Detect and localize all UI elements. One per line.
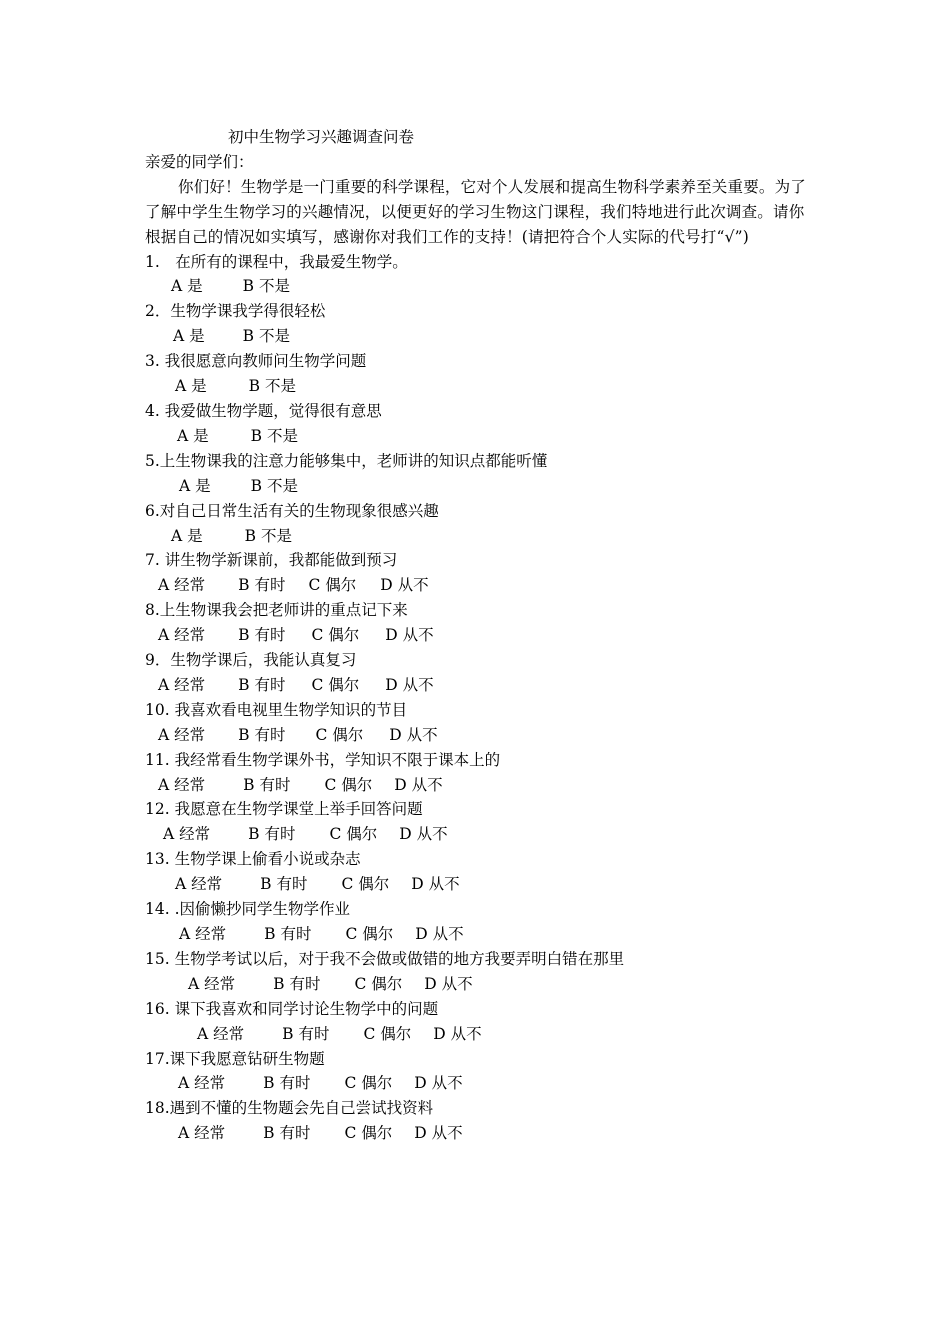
answer-option[interactable]: D 从不 bbox=[415, 925, 464, 943]
answer-option[interactable]: C 偶尔 bbox=[341, 875, 390, 894]
answer-option[interactable]: B 有时 bbox=[238, 626, 286, 645]
option-row bbox=[145, 822, 815, 847]
answer-option[interactable]: D 从不 bbox=[411, 875, 460, 894]
question-text: 17.课下我愿意钻研生物题 bbox=[145, 1049, 325, 1068]
question-text: 8.上生物课我会把老师讲的重点记下来 bbox=[145, 601, 408, 620]
option-row bbox=[145, 374, 815, 399]
answer-option[interactable]: D 从不 bbox=[389, 725, 438, 744]
question-text: 2．生物学课我学得很轻松 bbox=[145, 302, 326, 321]
answer-option[interactable]: C 偶尔 bbox=[329, 825, 378, 844]
answer-option[interactable]: D 从不 bbox=[394, 775, 443, 794]
question-text: 16. 课下我喜欢和同学讨论生物学中的问题 bbox=[145, 999, 439, 1018]
option-row bbox=[145, 274, 815, 299]
page-title: 初中生物学习兴趣调查问卷 bbox=[228, 128, 415, 146]
option-row bbox=[145, 573, 815, 598]
answer-option[interactable]: A 是 bbox=[171, 526, 203, 545]
option-row bbox=[145, 474, 815, 499]
question-text: 15. 生物学考试以后，对于我不会做或做错的地方我要弄明白错在那里 bbox=[145, 949, 625, 968]
answer-option[interactable]: B 不是 bbox=[248, 377, 296, 396]
answer-option[interactable]: C 偶尔 bbox=[363, 1024, 412, 1043]
answer-option[interactable]: A 是 bbox=[173, 327, 205, 346]
answer-option[interactable]: C 偶尔 bbox=[324, 775, 373, 794]
answer-option[interactable]: D 从不 bbox=[385, 626, 434, 645]
question-text: 3. 我很愿意向教师问生物学问题 bbox=[145, 352, 367, 371]
option-row bbox=[145, 623, 815, 648]
answer-option[interactable]: D 从不 bbox=[399, 825, 448, 844]
option-row bbox=[145, 324, 815, 349]
answer-option[interactable]: A 经常 bbox=[178, 1074, 226, 1093]
answer-option[interactable]: B 有时 bbox=[248, 825, 296, 844]
option-row bbox=[145, 1071, 815, 1096]
answer-option[interactable]: B 不是 bbox=[244, 526, 292, 545]
answer-option[interactable]: A 经常 bbox=[163, 825, 211, 844]
answer-option[interactable]: A 经常 bbox=[197, 1024, 245, 1043]
answer-option[interactable]: B 有时 bbox=[243, 775, 291, 794]
answer-option[interactable]: A 是 bbox=[175, 377, 207, 396]
option-row bbox=[145, 673, 815, 698]
answer-option[interactable]: C 偶尔 bbox=[344, 1074, 393, 1093]
answer-option[interactable]: B 不是 bbox=[250, 426, 298, 445]
answer-option[interactable]: C 偶尔 bbox=[315, 725, 364, 744]
answer-option[interactable]: B 有时 bbox=[238, 725, 286, 744]
answer-option[interactable]: B 不是 bbox=[250, 476, 298, 495]
question-text: 6.对自己日常生活有关的生物现象很感兴趣 bbox=[145, 501, 439, 520]
question-text: 1. 在所有的课程中，我最爱生物学。 bbox=[145, 252, 408, 271]
answer-option[interactable]: B 有时 bbox=[260, 875, 308, 894]
answer-option[interactable]: C 偶尔 bbox=[354, 974, 403, 993]
answer-option[interactable]: D 从不 bbox=[424, 974, 473, 993]
question-text: 13. 生物学课上偷看小说或杂志 bbox=[145, 850, 361, 869]
answer-option[interactable]: B 有时 bbox=[238, 675, 286, 694]
option-row bbox=[145, 773, 815, 798]
answer-option[interactable]: B 有时 bbox=[238, 576, 286, 595]
answer-option[interactable]: A 经常 bbox=[188, 974, 236, 993]
question-text: 12. 我愿意在生物学课堂上举手回答问题 bbox=[145, 800, 423, 819]
answer-option[interactable]: C 偶尔 bbox=[308, 576, 357, 595]
answer-option[interactable]: D 从不 bbox=[414, 1124, 463, 1143]
answer-option[interactable]: A 是 bbox=[177, 426, 209, 445]
answer-option[interactable]: A 经常 bbox=[158, 725, 206, 744]
answer-option[interactable]: A 经常 bbox=[158, 626, 206, 645]
answer-option[interactable]: C 偶尔 bbox=[344, 1124, 393, 1143]
answer-option[interactable]: C 偶尔 bbox=[311, 675, 360, 694]
option-row bbox=[145, 723, 815, 748]
answer-option[interactable]: A 经常 bbox=[179, 925, 227, 943]
question-text: 9．生物学课后，我能认真复习 bbox=[145, 651, 357, 670]
answer-option[interactable]: A 经常 bbox=[158, 675, 206, 694]
answer-option[interactable]: D 从不 bbox=[385, 675, 434, 694]
greeting: 亲爱的同学们： bbox=[145, 152, 254, 171]
answer-option[interactable]: A 是 bbox=[179, 476, 211, 495]
answer-option[interactable]: B 有时 bbox=[273, 974, 321, 993]
option-row bbox=[145, 872, 815, 897]
answer-option[interactable]: A 经常 bbox=[178, 1124, 226, 1143]
answer-option[interactable]: B 有时 bbox=[263, 1124, 311, 1143]
answer-option[interactable]: A 是 bbox=[171, 277, 203, 296]
option-row bbox=[145, 972, 815, 997]
answer-option[interactable]: A 经常 bbox=[158, 576, 206, 595]
answer-option[interactable]: B 有时 bbox=[263, 1074, 311, 1093]
answer-option[interactable]: D 从不 bbox=[433, 1024, 482, 1043]
document-page bbox=[145, 125, 815, 1146]
option-row bbox=[145, 922, 815, 947]
answer-option[interactable]: C 偶尔 bbox=[311, 626, 360, 645]
option-row bbox=[145, 1022, 815, 1047]
answer-option[interactable]: A 经常 bbox=[158, 775, 206, 794]
option-row bbox=[145, 424, 815, 449]
intro-paragraph: 你们好！生物学是一门重要的科学课程，它对个人发展和提高生物科学素养至关重要。为了了解中学生生物学习的兴趣情况，以便更好的学习生物这门课程，我们特地进行此次调查。请你根据自己的情况如实填写，感谢你对我们工作的支持！(请把符合个人实际的代号打“√”) bbox=[145, 177, 807, 246]
question-list bbox=[145, 250, 815, 1147]
question-text: 4. 我爱做生物学题，觉得很有意思 bbox=[145, 401, 382, 420]
answer-option[interactable]: B 不是 bbox=[242, 327, 290, 346]
answer-option[interactable]: B 有时 bbox=[282, 1024, 330, 1043]
answer-option[interactable]: A 经常 bbox=[175, 875, 223, 894]
option-row bbox=[145, 1121, 815, 1146]
answer-option[interactable]: B 不是 bbox=[242, 277, 290, 296]
question-text: 14. .因偷懒抄同学生物学作业 bbox=[145, 900, 351, 919]
answer-option[interactable]: D 从不 bbox=[380, 576, 429, 595]
question-text: 10. 我喜欢看电视里生物学知识的节目 bbox=[145, 700, 408, 719]
option-row bbox=[145, 524, 815, 549]
question-text: 7. 讲生物学新课前，我都能做到预习 bbox=[145, 551, 398, 570]
answer-option[interactable]: B 有时 bbox=[264, 925, 312, 943]
question-text: 5.上生物课我的注意力能够集中，老师讲的知识点都能听懂 bbox=[145, 451, 548, 470]
answer-option[interactable]: C 偶尔 bbox=[345, 925, 394, 943]
question-text: 11. 我经常看生物学课外书，学知识不限于课本上的 bbox=[145, 750, 501, 769]
answer-option[interactable]: D 从不 bbox=[414, 1074, 463, 1093]
question-text: 18.遇到不懂的生物题会先自己尝试找资料 bbox=[145, 1099, 434, 1118]
